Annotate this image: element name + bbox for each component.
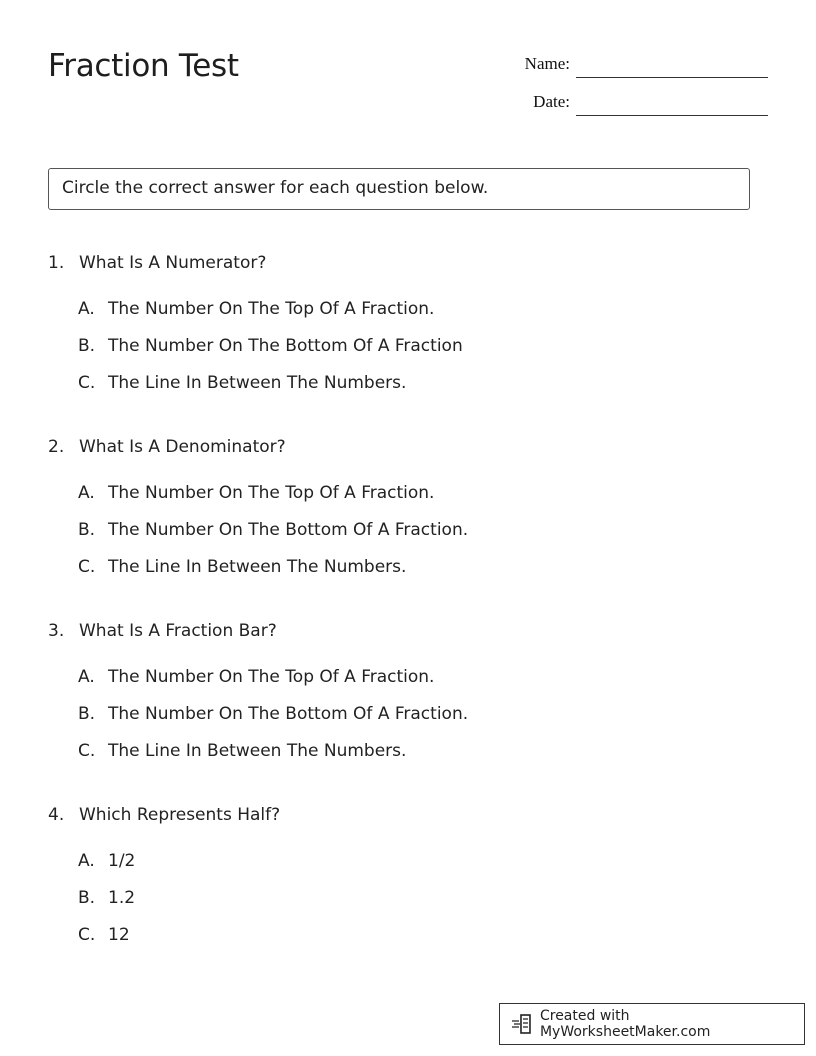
option-text: 1/2 xyxy=(108,851,136,871)
option-2a[interactable] xyxy=(78,483,434,503)
option-letter: A. xyxy=(78,851,95,871)
option-3a[interactable] xyxy=(78,667,434,687)
name-label: Name: xyxy=(524,54,570,73)
option-letter: A. xyxy=(78,483,95,503)
option-1a[interactable] xyxy=(78,299,434,319)
question-text: What Is A Denominator? xyxy=(79,437,286,457)
question-number: 4. xyxy=(48,805,65,825)
worksheet-maker-logo-icon xyxy=(511,1013,533,1035)
option-3c[interactable] xyxy=(78,741,406,761)
option-letter: C. xyxy=(78,557,96,577)
option-text: The Line In Between The Numbers. xyxy=(108,557,407,577)
question-number: 2. xyxy=(48,437,65,457)
option-2b[interactable] xyxy=(78,520,468,540)
option-text: The Number On The Top Of A Fraction. xyxy=(108,299,435,319)
option-text: 12 xyxy=(108,925,130,945)
option-text: The Number On The Top Of A Fraction. xyxy=(108,483,435,503)
option-text: The Number On The Top Of A Fraction. xyxy=(108,667,435,687)
date-line[interactable] xyxy=(576,115,768,116)
instructions-box: Circle the correct answer for each question below. xyxy=(48,168,750,210)
option-text: 1.2 xyxy=(108,888,136,908)
name-field xyxy=(470,54,570,74)
option-letter: A. xyxy=(78,667,95,687)
option-text: The Number On The Bottom Of A Fraction. xyxy=(108,704,469,724)
question-number: 3. xyxy=(48,621,65,641)
option-1b[interactable] xyxy=(78,336,463,356)
footer-text: Created with MyWorksheetMaker.com xyxy=(539,1008,711,1040)
option-letter: C. xyxy=(78,925,96,945)
question-number: 1. xyxy=(48,253,65,273)
option-letter: B. xyxy=(78,704,96,724)
option-4a[interactable] xyxy=(78,851,135,871)
name-line[interactable] xyxy=(576,77,768,78)
option-text: The Number On The Bottom Of A Fraction xyxy=(108,336,463,356)
question-text: What Is A Fraction Bar? xyxy=(79,621,277,641)
option-letter: B. xyxy=(78,520,96,540)
option-letter: B. xyxy=(78,888,96,908)
option-text: The Number On The Bottom Of A Fraction. xyxy=(108,520,469,540)
question-text: What Is A Numerator? xyxy=(79,253,267,273)
date-label: Date: xyxy=(533,92,570,111)
option-letter: B. xyxy=(78,336,96,356)
question-2 xyxy=(48,437,286,457)
option-letter: C. xyxy=(78,741,96,761)
option-text: The Line In Between The Numbers. xyxy=(108,741,407,761)
option-4c[interactable] xyxy=(78,925,130,945)
question-4 xyxy=(48,805,280,825)
option-1c[interactable] xyxy=(78,373,406,393)
question-3 xyxy=(48,621,277,641)
option-letter: A. xyxy=(78,299,95,319)
option-4b[interactable] xyxy=(78,888,135,908)
option-letter: C. xyxy=(78,373,96,393)
option-3b[interactable] xyxy=(78,704,468,724)
option-text: The Line In Between The Numbers. xyxy=(108,373,407,393)
question-text: Which Represents Half? xyxy=(79,805,281,825)
footer-credit[interactable] xyxy=(499,1003,805,1045)
date-field xyxy=(470,92,570,112)
page-title: Fraction Test xyxy=(48,48,239,84)
option-2c[interactable] xyxy=(78,557,406,577)
question-1 xyxy=(48,253,266,273)
